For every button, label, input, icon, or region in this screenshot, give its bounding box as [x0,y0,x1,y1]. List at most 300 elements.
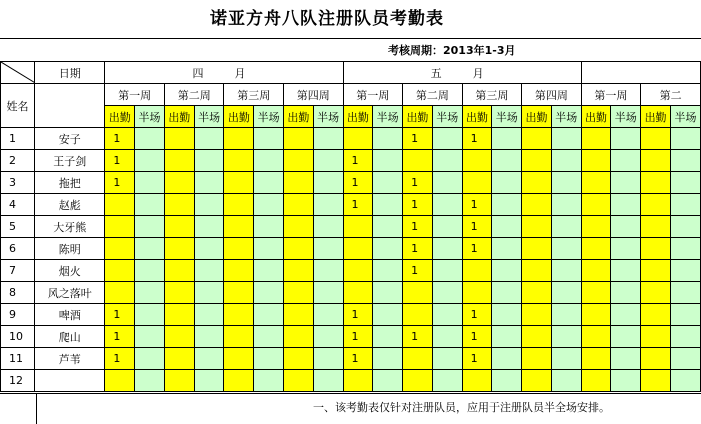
attend-header: 出勤 [522,106,552,128]
attend-cell [641,326,671,348]
member-name: 芦苇 [35,348,105,370]
half-cell [373,370,403,392]
attend-cell [164,304,194,326]
table-row [1,216,701,238]
attend-cell [522,370,552,392]
attend-cell [164,150,194,172]
half-cell [194,150,224,172]
attend-cell [343,370,373,392]
half-cell [313,172,343,194]
attend-cell [224,128,254,150]
attend-cell: 1 [105,326,135,348]
half-cell [432,304,462,326]
half-cell [373,194,403,216]
half-cell [432,260,462,282]
attend-cell: 1 [403,326,433,348]
row-number: 10 [1,326,35,348]
half-header: 半场 [194,106,224,128]
half-header: 半场 [254,106,284,128]
half-cell [373,348,403,370]
half-cell [135,172,165,194]
half-cell [194,282,224,304]
attend-cell: 1 [403,194,433,216]
attend-cell [284,128,314,150]
half-cell [432,216,462,238]
attend-cell [284,260,314,282]
attend-cell [105,260,135,282]
attend-cell [284,150,314,172]
half-cell [313,238,343,260]
table-row [1,348,701,370]
half-cell [670,128,700,150]
half-header: 半场 [670,106,700,128]
attendance-table [0,61,701,392]
half-cell [194,216,224,238]
attend-cell: 1 [105,304,135,326]
half-cell [313,282,343,304]
half-cell [492,326,522,348]
attend-cell: 1 [462,128,492,150]
half-cell [135,260,165,282]
attend-cell [641,304,671,326]
half-cell [432,370,462,392]
half-cell [373,150,403,172]
attend-cell: 1 [403,238,433,260]
half-cell [432,172,462,194]
half-cell [135,326,165,348]
attend-cell [164,128,194,150]
half-cell [373,304,403,326]
member-name [35,370,105,392]
attend-cell [522,128,552,150]
attend-header: 出勤 [641,106,671,128]
member-name: 安子 [35,128,105,150]
attend-cell [284,238,314,260]
half-cell [670,172,700,194]
half-cell [492,370,522,392]
row-number: 2 [1,150,35,172]
attend-cell [284,216,314,238]
half-cell [611,172,641,194]
row-number: 1 [1,128,35,150]
table-row [1,194,701,216]
attend-cell [581,150,611,172]
attend-cell [522,282,552,304]
attend-header: 出勤 [462,106,492,128]
half-cell [194,238,224,260]
half-header: 半场 [135,106,165,128]
attend-cell [403,304,433,326]
row-number: 11 [1,348,35,370]
half-cell [432,282,462,304]
attend-cell [581,260,611,282]
attend-cell: 1 [403,172,433,194]
half-cell [135,282,165,304]
attend-cell: 1 [462,304,492,326]
attend-cell [522,150,552,172]
attend-cell [462,260,492,282]
table-row [1,326,701,348]
attend-cell: 1 [462,326,492,348]
attend-header: 出勤 [284,106,314,128]
half-cell [313,194,343,216]
member-name: 陈明 [35,238,105,260]
attend-cell [581,304,611,326]
half-cell [551,172,581,194]
half-cell [432,128,462,150]
week-header: 第一周 [105,84,165,106]
half-cell [313,150,343,172]
attend-header: 出勤 [343,106,373,128]
half-cell [373,216,403,238]
half-cell [254,238,284,260]
half-cell [373,260,403,282]
period-label: 考核周期：2013年1-3月 [388,44,516,57]
row-number: 4 [1,194,35,216]
attend-cell [641,128,671,150]
half-cell [670,216,700,238]
half-header: 半场 [551,106,581,128]
half-cell [670,194,700,216]
attend-cell: 1 [343,326,373,348]
half-cell [194,370,224,392]
attend-cell [522,348,552,370]
half-header: 半场 [492,106,522,128]
attend-cell: 1 [343,194,373,216]
week-header: 第二 [641,84,701,106]
half-cell [432,194,462,216]
attend-cell [403,370,433,392]
attend-cell [522,260,552,282]
half-cell [373,282,403,304]
name-label: 姓名 [1,84,35,128]
half-cell [254,326,284,348]
attend-cell [284,172,314,194]
row-number: 12 [1,370,35,392]
half-cell [135,370,165,392]
half-cell [135,194,165,216]
half-cell [492,128,522,150]
half-cell [492,194,522,216]
half-cell [551,326,581,348]
attend-cell [641,194,671,216]
half-cell [254,304,284,326]
attend-cell [224,282,254,304]
attend-cell [343,282,373,304]
half-cell [194,326,224,348]
month-header-june [581,62,700,84]
half-cell [670,282,700,304]
row-number: 9 [1,304,35,326]
half-cell [373,326,403,348]
attend-cell [343,238,373,260]
attend-cell [164,194,194,216]
member-name: 爬山 [35,326,105,348]
half-cell [254,282,284,304]
half-cell [670,326,700,348]
attend-cell [284,326,314,348]
half-cell [194,172,224,194]
half-cell [254,194,284,216]
half-cell [135,304,165,326]
note-divider [0,393,701,394]
attend-cell [284,282,314,304]
attend-cell [224,194,254,216]
attend-cell [284,370,314,392]
half-cell [492,172,522,194]
week-header: 第一周 [343,84,403,106]
attend-cell [164,348,194,370]
half-cell [313,260,343,282]
member-name: 烟火 [35,260,105,282]
attend-cell [164,370,194,392]
week-header: 第一周 [581,84,641,106]
attend-cell [581,348,611,370]
half-cell [432,150,462,172]
half-cell [135,128,165,150]
attend-cell [403,150,433,172]
month-header-may: 五 月 [343,62,581,84]
half-cell [135,348,165,370]
week-header: 第二周 [164,84,224,106]
week-header: 第四周 [284,84,344,106]
title-divider [0,38,701,39]
half-cell [194,128,224,150]
half-cell [313,348,343,370]
half-cell [492,304,522,326]
attend-cell: 1 [403,216,433,238]
attend-cell [224,216,254,238]
attend-cell [105,216,135,238]
half-cell [254,216,284,238]
row-number: 8 [1,282,35,304]
half-cell [254,260,284,282]
half-cell [551,238,581,260]
attend-cell [641,238,671,260]
date-label: 日期 [35,62,105,84]
attend-header: 出勤 [105,106,135,128]
half-cell [551,150,581,172]
half-cell [611,326,641,348]
week-header: 第三周 [224,84,284,106]
half-cell [313,304,343,326]
half-cell [492,216,522,238]
attend-cell [284,348,314,370]
attend-cell: 1 [343,304,373,326]
row-number: 3 [1,172,35,194]
attend-cell [641,370,671,392]
attend-cell [522,172,552,194]
table-row [1,172,701,194]
member-name: 风之落叶 [35,282,105,304]
half-header: 半场 [373,106,403,128]
corner-diagonal-cell [1,62,35,84]
attend-cell: 1 [403,260,433,282]
attend-cell [224,304,254,326]
attend-cell [164,216,194,238]
half-cell [551,370,581,392]
attend-cell [224,238,254,260]
half-cell [492,150,522,172]
table-row [1,260,701,282]
attend-cell [224,260,254,282]
attend-cell: 1 [462,348,492,370]
half-cell [611,304,641,326]
half-cell [611,128,641,150]
half-cell [254,172,284,194]
attend-cell [224,370,254,392]
table-row [1,282,701,304]
half-cell [551,282,581,304]
attend-cell [641,150,671,172]
attend-header: 出勤 [224,106,254,128]
attend-cell [105,370,135,392]
member-name: 大牙熊 [35,216,105,238]
attend-cell [164,172,194,194]
attend-cell [522,194,552,216]
attend-cell [581,194,611,216]
half-cell [492,348,522,370]
attend-cell [164,238,194,260]
half-cell [313,128,343,150]
attend-cell [224,172,254,194]
half-cell [194,260,224,282]
table-row [1,370,701,392]
half-cell [432,348,462,370]
attend-cell [224,326,254,348]
half-cell [611,282,641,304]
attend-cell [462,172,492,194]
half-header: 半场 [432,106,462,128]
half-cell [373,128,403,150]
attend-cell [343,260,373,282]
half-cell [611,150,641,172]
half-cell [432,238,462,260]
half-cell [611,216,641,238]
attend-cell [105,238,135,260]
attend-cell [581,172,611,194]
attend-cell [581,216,611,238]
attend-cell [224,150,254,172]
attend-header: 出勤 [403,106,433,128]
half-header: 半场 [313,106,343,128]
attend-cell [522,326,552,348]
attend-cell [641,282,671,304]
half-cell [670,260,700,282]
half-cell [194,194,224,216]
attend-cell: 1 [105,150,135,172]
half-cell [670,304,700,326]
attend-cell [641,260,671,282]
half-cell [373,172,403,194]
attend-cell: 1 [105,172,135,194]
attend-cell: 1 [462,238,492,260]
half-cell [551,216,581,238]
attend-cell [641,348,671,370]
attend-cell [522,304,552,326]
attend-cell [105,282,135,304]
half-cell [611,194,641,216]
attend-cell [641,172,671,194]
attend-cell: 1 [105,128,135,150]
table-row [1,128,701,150]
table-row [1,304,701,326]
attend-cell [581,370,611,392]
table-row [1,238,701,260]
member-name: 啤酒 [35,304,105,326]
week-header: 第三周 [462,84,522,106]
half-cell [611,348,641,370]
row-number: 6 [1,238,35,260]
attend-cell: 1 [462,194,492,216]
member-name: 王子剑 [35,150,105,172]
half-cell [670,150,700,172]
member-name: 拖把 [35,172,105,194]
half-cell [611,260,641,282]
half-cell [135,150,165,172]
half-cell [254,150,284,172]
half-cell [551,260,581,282]
half-cell [313,216,343,238]
attend-header: 出勤 [164,106,194,128]
half-cell [492,260,522,282]
half-cell [611,238,641,260]
attend-cell [164,282,194,304]
half-cell [194,304,224,326]
attend-cell: 1 [105,348,135,370]
half-cell [492,238,522,260]
row-number: 5 [1,216,35,238]
attend-cell [641,216,671,238]
half-cell [670,348,700,370]
date-blank-cell [35,84,105,128]
table-row [1,150,701,172]
row-number: 7 [1,260,35,282]
footnote: 一、该考勤表仅针对注册队员，应用于注册队员半全场安排。 [313,401,610,414]
attend-cell [224,348,254,370]
attend-cell [581,326,611,348]
attend-cell: 1 [343,172,373,194]
half-cell [551,194,581,216]
half-cell [670,238,700,260]
attend-cell [462,370,492,392]
attend-cell [343,216,373,238]
attend-cell [105,194,135,216]
half-cell [432,326,462,348]
attend-cell [164,326,194,348]
half-cell [551,348,581,370]
attend-cell [581,238,611,260]
attend-cell: 1 [403,128,433,150]
week-header: 第二周 [403,84,463,106]
attend-cell: 1 [343,348,373,370]
attend-header: 出勤 [581,106,611,128]
half-cell [313,326,343,348]
attend-cell [164,260,194,282]
half-cell [551,128,581,150]
half-cell [313,370,343,392]
half-cell [373,238,403,260]
half-cell [194,348,224,370]
attend-cell [403,282,433,304]
week-header: 第四周 [522,84,582,106]
half-cell [254,128,284,150]
attend-cell [581,282,611,304]
attend-cell [522,238,552,260]
attend-cell [522,216,552,238]
attend-cell [284,194,314,216]
attend-cell [581,128,611,150]
